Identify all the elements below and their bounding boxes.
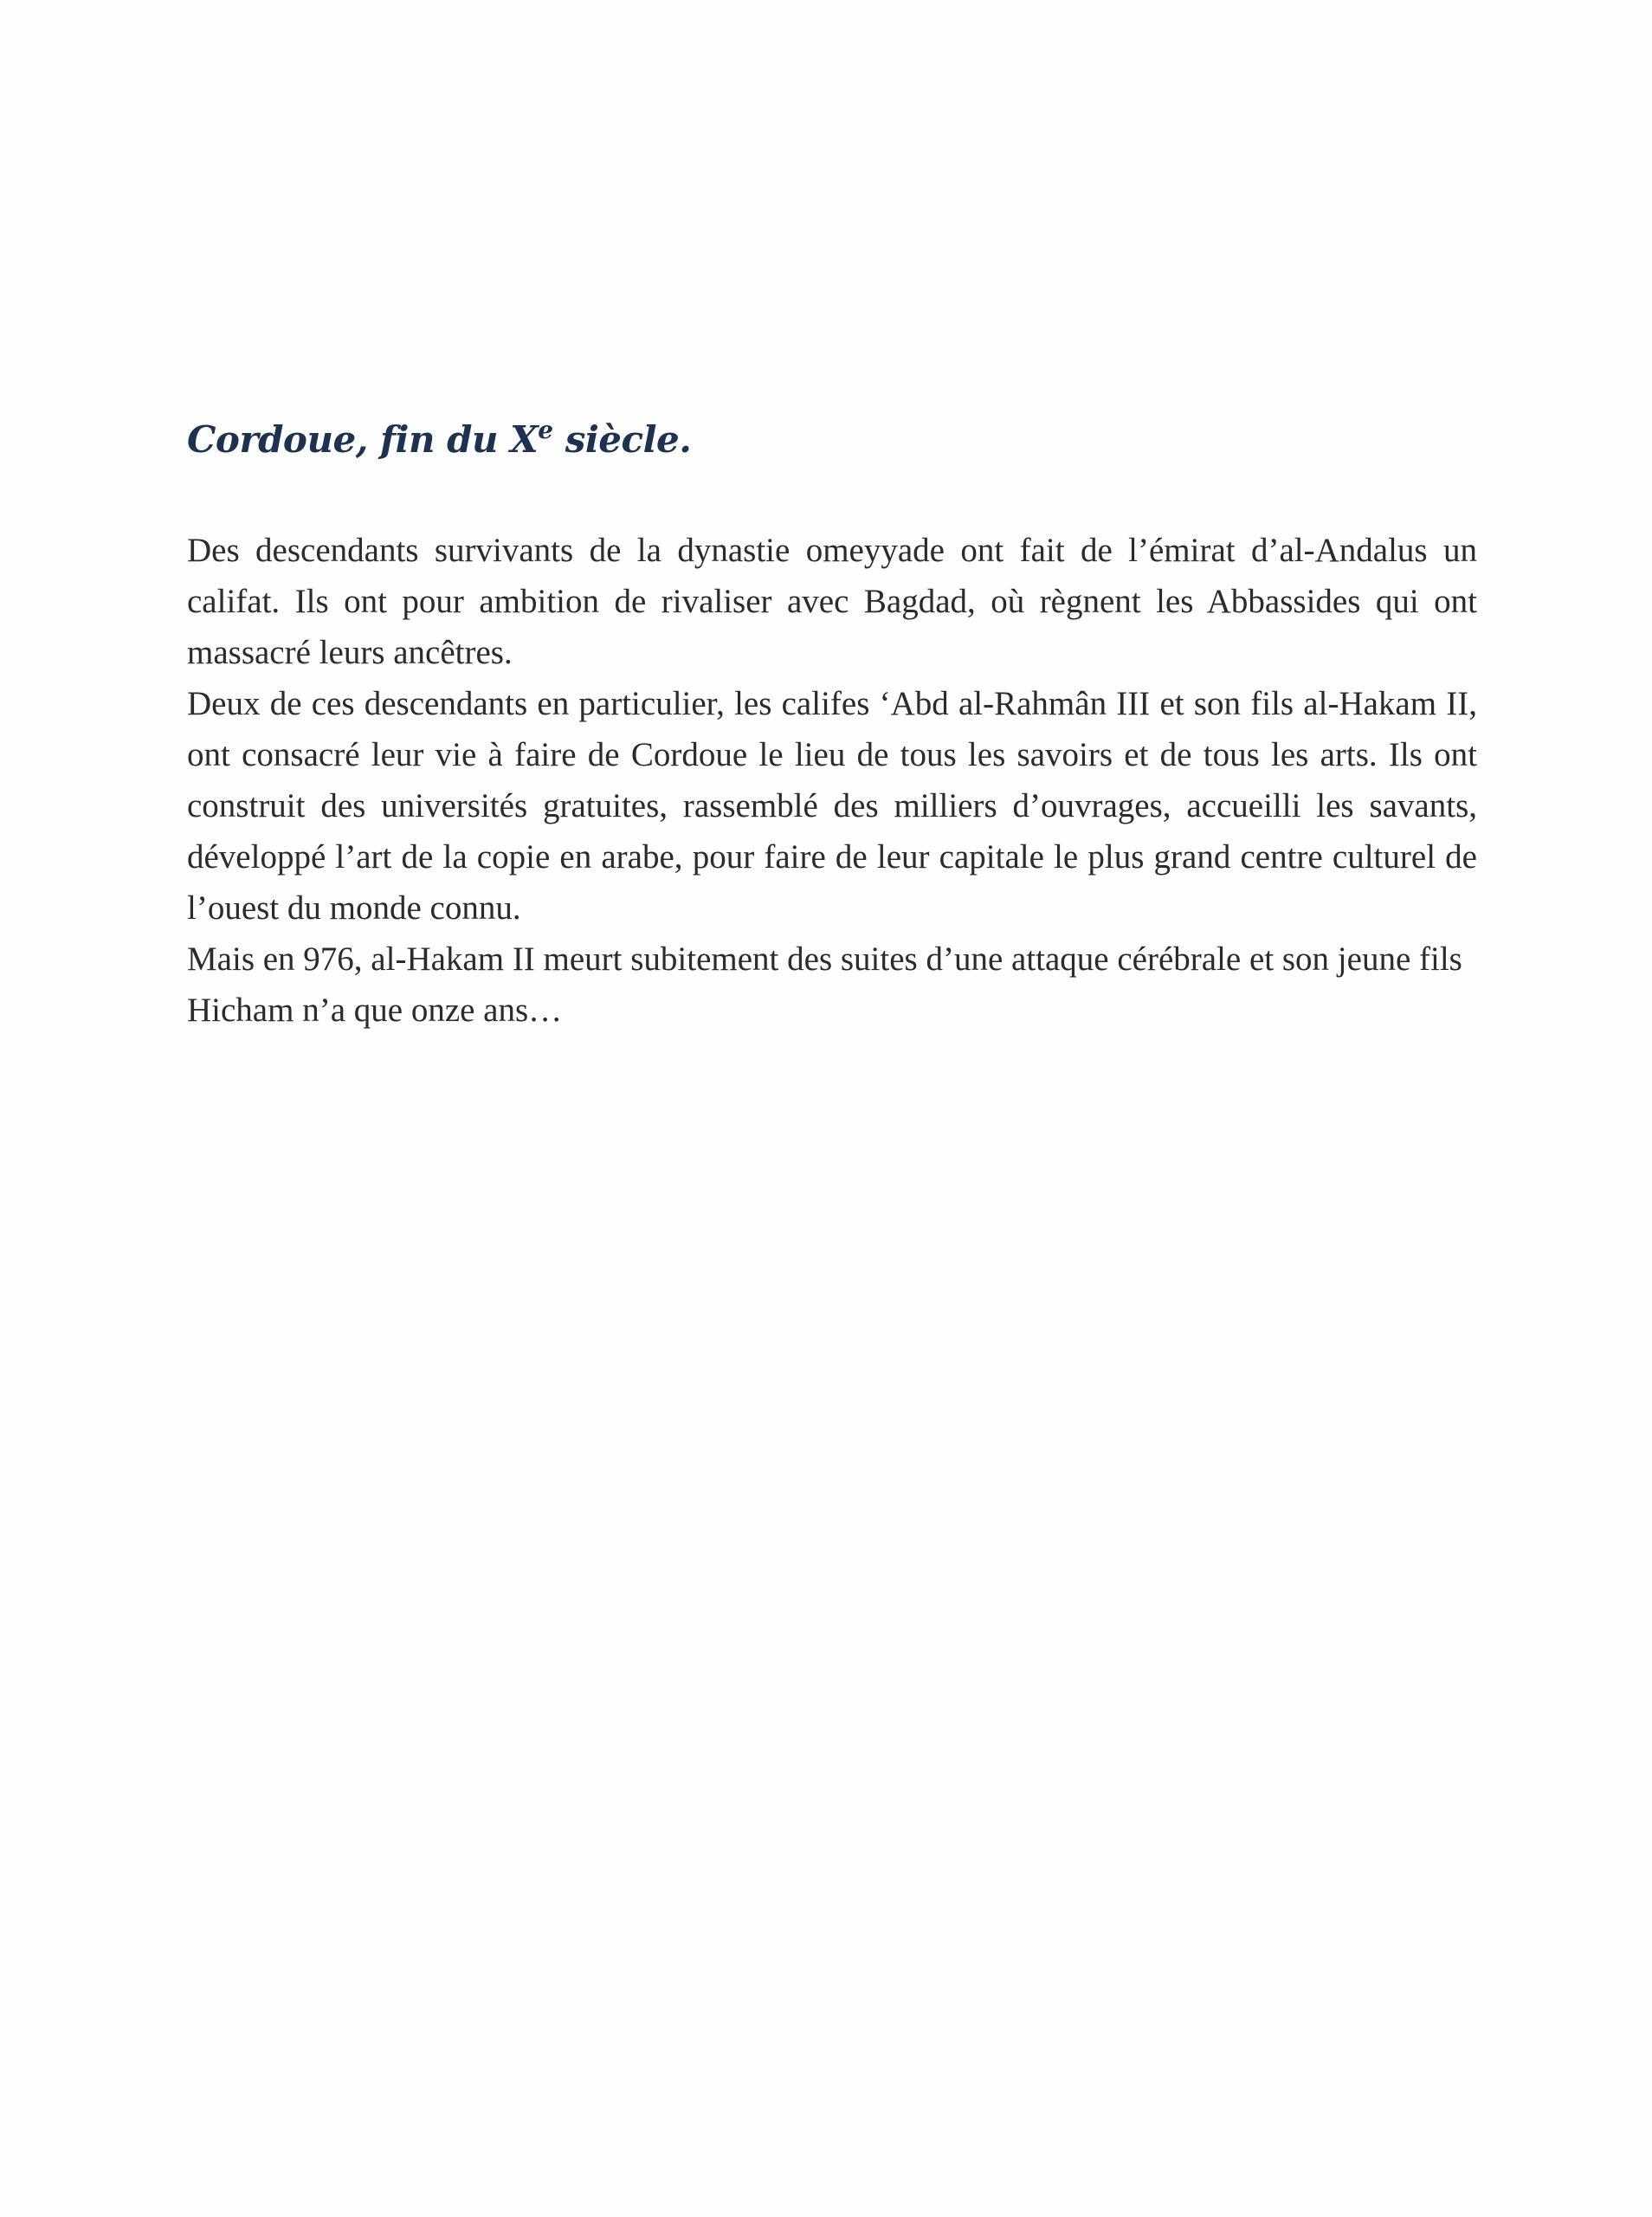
heading-main: Cordoue, fin du X	[187, 418, 539, 461]
paragraph-976: Mais en 976, al-Hakam II meurt subitement des suites d’une attaque cérébrale et son jeune fils Hicham n’a que onze ans…	[187, 940, 1462, 1029]
heading-superscript: e	[538, 416, 553, 444]
page-heading	[187, 414, 1477, 466]
paragraph-califes: Deux de ces descendants en particulier, les califes ‘Abd al-Rahmân III et son fils al-Hakam II, ont consacré leur vie à faire de Cordoue le lieu de tous les savoirs et de tous les arts. Ils ont construit des universités gratuites, rassemblé des milliers d’ouvrages, accueilli les savants, développé l’art de la copie en arabe, pour faire de leur capitale le plus grand centre culturel de l’ouest du monde connu.	[187, 685, 1477, 927]
text-block	[187, 414, 1477, 1036]
heading-tail: siècle.	[552, 418, 692, 461]
paragraph-intro: Des descendants survivants de la dynastie omeyyade ont fait de l’émirat d’al-Andalus un califat. Ils ont pour ambition de rivaliser avec Bagdad, où règnent les Abbassides qui ont massacré leurs ancêtres.	[187, 532, 1477, 671]
body-text	[187, 525, 1477, 1036]
